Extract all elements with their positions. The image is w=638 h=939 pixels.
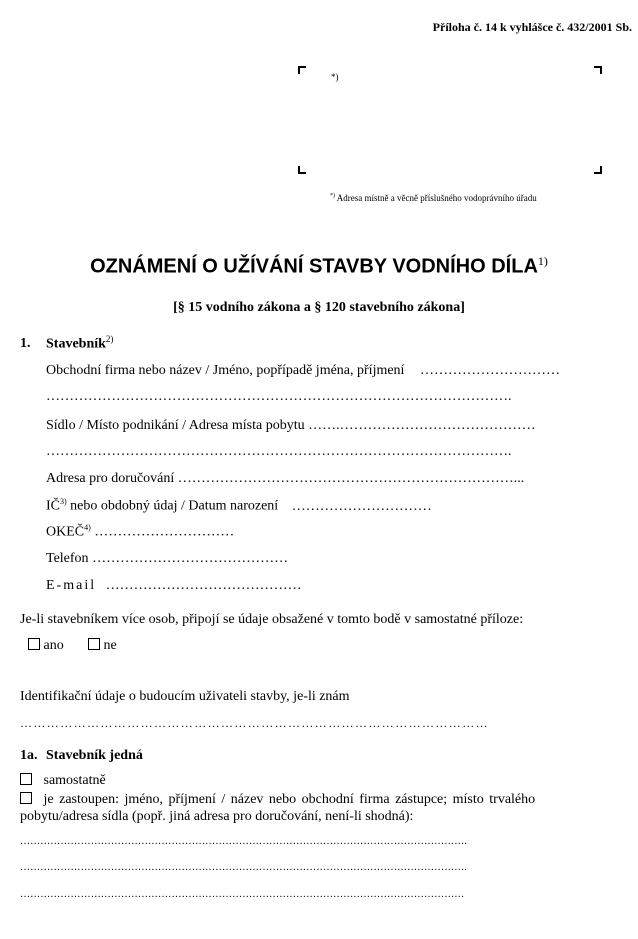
future-user-label: Identifikační údaje o budoucím uživateli stavby, je-li znám	[20, 689, 350, 704]
section-number: 1.	[20, 336, 31, 351]
field-okec[interactable]	[46, 523, 234, 541]
corner-mark	[298, 66, 306, 74]
option-alone[interactable]	[20, 773, 106, 789]
option-yes-label: ano	[43, 638, 64, 653]
appendix-reference: Příloha č. 14 k vyhlášce č. 432/2001 Sb.	[432, 20, 632, 34]
option-represented[interactable]	[20, 792, 535, 808]
representative-field-1[interactable]: …………………………………………………………………………………………………………………….	[20, 836, 467, 847]
section-number: 1a.	[20, 748, 38, 763]
address-note	[330, 193, 537, 203]
representative-field-3[interactable]: ……………………………………………………………………………………………………………………	[20, 889, 465, 900]
field-dots: ………………………………………………………………...	[177, 471, 525, 486]
field-label: Sídlo / Místo podnikání / Adresa místa pobytu	[46, 418, 305, 433]
corner-mark	[298, 166, 306, 174]
field-label: E-mail	[46, 578, 97, 593]
title-text: OZNÁMENÍ O UŽÍVÁNÍ STAVBY VODNÍHO DÍLA	[90, 255, 538, 278]
option-no[interactable]	[88, 638, 117, 654]
multiple-builders-note: Je-li stavebníkem více osob, připojí se údaje obsažené v tomto bodě v samostatné příloze:	[20, 612, 524, 627]
field-ic[interactable]	[46, 497, 432, 515]
option-no-label: ne	[103, 638, 117, 653]
field-dots: ……………………………………………………………………………………….	[46, 444, 512, 459]
corner-mark	[594, 166, 602, 174]
field-company-name[interactable]	[46, 363, 560, 379]
field-label: Obchodní firma nebo název / Jméno, popřípadě jména, příjmení	[46, 363, 405, 378]
field-label: IČ	[46, 498, 60, 514]
title-footnote: 1)	[537, 254, 548, 268]
option-represented-label: je zastoupen: jméno, příjmení / název nebo obchodní firma zástupce; místo trvalého	[43, 792, 536, 807]
field-company-name-cont[interactable]	[46, 389, 512, 405]
field-footnote: 4)	[84, 523, 91, 532]
field-seat-cont[interactable]	[46, 444, 512, 460]
checkbox-represented[interactable]	[20, 792, 32, 804]
field-email[interactable]	[46, 578, 302, 594]
section-heading: Stavebník jedná	[46, 748, 143, 763]
field-dots: …………………………	[291, 498, 432, 514]
checkbox-alone[interactable]	[20, 773, 32, 785]
field-dots: …………………………	[419, 363, 560, 378]
checkbox-no[interactable]	[88, 638, 100, 650]
field-phone[interactable]	[46, 551, 288, 567]
field-seat[interactable]	[46, 418, 536, 434]
heading-footnote: 2)	[105, 334, 114, 344]
option-represented-cont: pobytu/adresa sídla (popř. jiná adresa pro doručování, není-li shodná):	[20, 809, 414, 824]
field-label: Telefon	[46, 551, 89, 566]
field-label: OKEČ	[46, 524, 85, 540]
field-dots: …….……………………………………	[308, 418, 536, 433]
note-marker: *)	[330, 193, 335, 199]
representative-field-2[interactable]: …………………………………………………………………………………………………………………….	[20, 862, 467, 873]
field-label: Adresa pro doručování	[46, 471, 175, 486]
field-delivery-address[interactable]	[46, 471, 524, 487]
field-dots: ……………………………………	[92, 551, 289, 566]
page-subtitle: [§ 15 vodního zákona a § 120 stavebního zákona]	[173, 300, 465, 315]
corner-mark	[594, 66, 602, 74]
checkbox-yes[interactable]	[28, 638, 40, 650]
option-alone-label: samostatně	[43, 773, 106, 788]
field-footnote: 3)	[60, 497, 67, 506]
field-label-rest: nebo obdobný údaj / Datum narození	[66, 498, 279, 514]
option-yes[interactable]	[28, 638, 64, 654]
heading-text: Stavebník	[46, 336, 106, 352]
address-marker: *)	[331, 72, 339, 82]
section-heading	[46, 334, 113, 353]
future-user-field[interactable]: ……………………………………………………………………………………………	[20, 716, 489, 730]
field-dots: ……………………………………	[105, 578, 302, 593]
field-dots: …………………………	[94, 524, 235, 540]
note-text: Adresa místně a věcně příslušného vodoprávního úřadu	[336, 193, 537, 203]
page-title	[0, 254, 638, 279]
field-dots: ……………………………………………………………………………………….	[46, 389, 512, 404]
